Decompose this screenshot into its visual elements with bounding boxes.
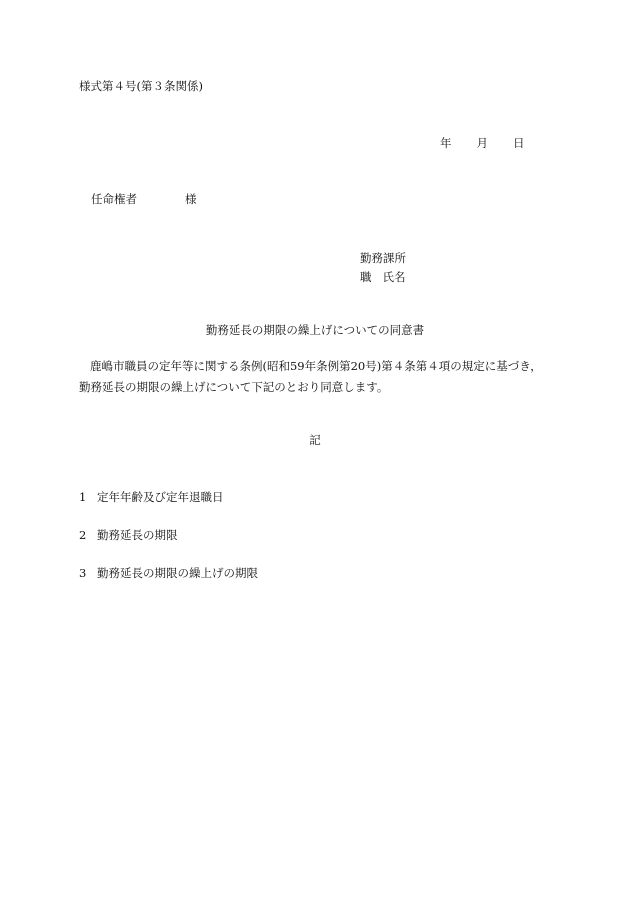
form-number: 様式第４号(第３条関係): [79, 79, 203, 93]
addressee-honorific: 様: [185, 192, 197, 206]
date-month-label: 月: [476, 136, 488, 150]
list-item: [79, 491, 224, 505]
applicant-position-label: 職: [360, 270, 372, 284]
applicant-block: [360, 249, 406, 287]
addressee-line: [91, 193, 197, 207]
date-day-label: 日: [513, 136, 525, 150]
document-title: 勤務延長の期限の繰上げについての同意書: [205, 323, 425, 337]
body-text: [79, 356, 542, 398]
item-number: 2: [79, 528, 87, 542]
list-item: [79, 529, 178, 543]
item-label: 勤務延長の期限: [97, 528, 178, 542]
date-year-label: 年: [440, 136, 452, 150]
ki-heading: 記: [309, 433, 321, 447]
list-item: [79, 567, 258, 581]
item-number: 1: [79, 490, 87, 504]
body-line-1: 鹿嶋市職員の定年等に関する条例(昭和59年条例第20号)第４条第４項の規定に基づき，: [90, 359, 542, 373]
addressee-title: 任命権者: [91, 192, 137, 206]
item-label: 勤務延長の期限の繰上げの期限: [97, 566, 258, 580]
item-number: 3: [79, 566, 87, 580]
applicant-name-label: 氏名: [382, 270, 406, 284]
applicant-position-name: [360, 268, 406, 287]
item-label: 定年年齢及び定年退職日: [97, 490, 224, 504]
applicant-office-label: 勤務課所: [360, 251, 406, 265]
body-line-2: 勤務延長の期限の繰上げについて下記のとおり同意します。: [79, 380, 389, 394]
date-line: [440, 137, 525, 151]
